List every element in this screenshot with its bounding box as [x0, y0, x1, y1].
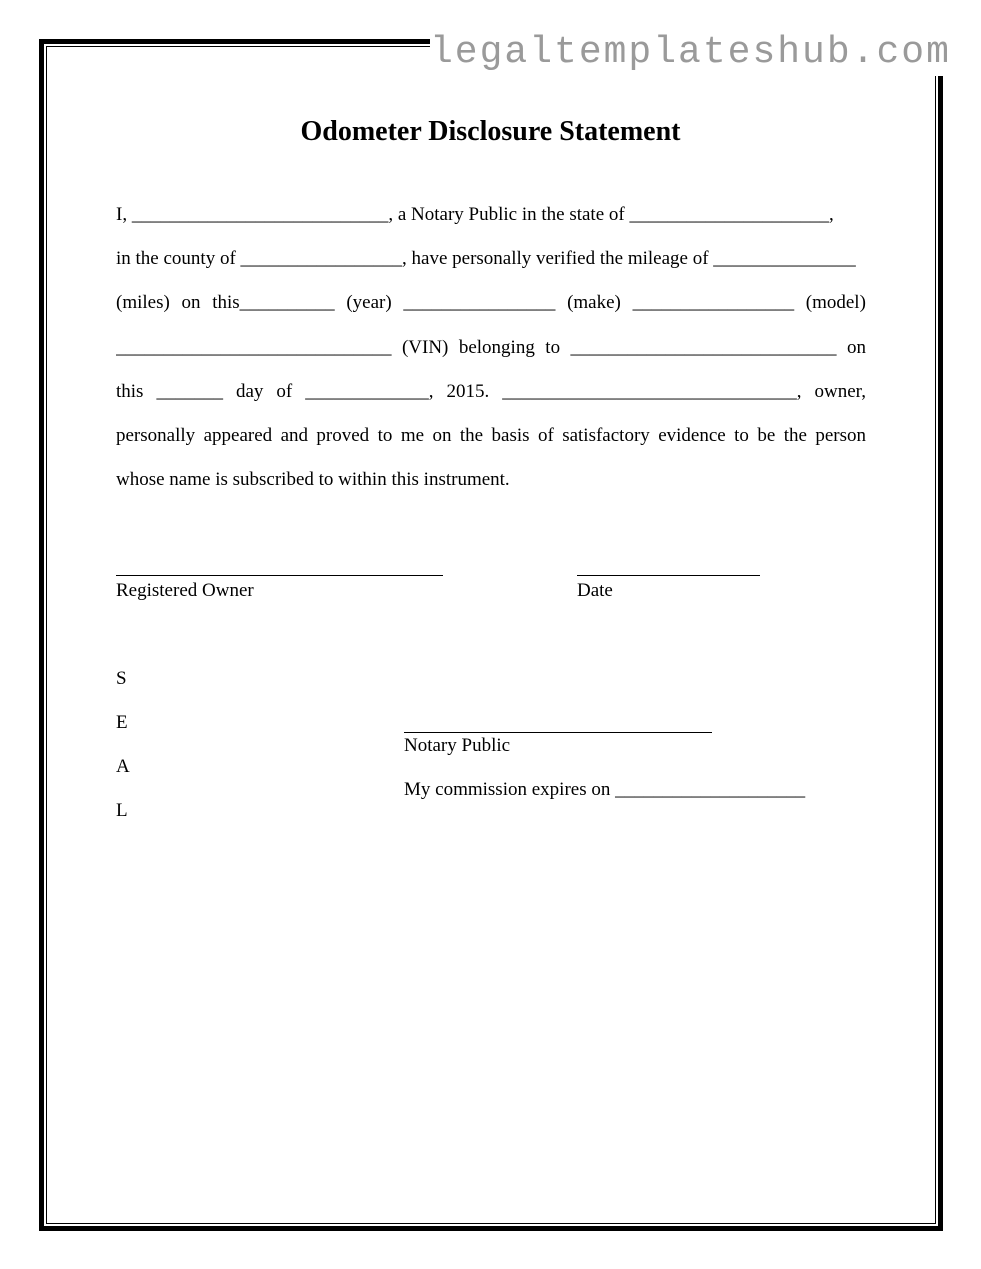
paragraph-word: on	[432, 425, 452, 446]
paragraph-word: _____________________________	[116, 337, 392, 358]
paragraph-line-2: in the county of _________________, have personally verified the mileage of _______________	[116, 248, 856, 269]
paragraph-word: on	[846, 337, 866, 358]
paragraph-word: ____________________________	[570, 337, 837, 358]
paragraph-word: satisfactory	[562, 425, 650, 446]
owner-signature-label: Registered Owner	[116, 580, 254, 601]
watermark: legaltemplateshub.com	[430, 30, 960, 76]
paragraph-word: and	[280, 425, 308, 446]
paragraph-word: to	[545, 337, 561, 358]
paragraph-word: of	[276, 381, 293, 402]
paragraph-word: basis	[491, 425, 530, 446]
paragraph-word: this	[116, 381, 144, 402]
paragraph-word: _________________	[632, 292, 795, 313]
notary-public-label: Notary Public	[404, 735, 511, 756]
paragraph-word: _______________________________,	[502, 381, 802, 402]
paragraph-word: (miles)	[116, 292, 170, 313]
paragraph-word: (VIN)	[401, 337, 449, 358]
paragraph-word: be	[757, 425, 776, 446]
paragraph-word: person	[815, 425, 866, 446]
paragraph-word: _______	[156, 381, 223, 402]
date-signature-label: Date	[577, 580, 613, 601]
seal-letter: E	[116, 712, 128, 733]
paragraph-word: the	[459, 425, 484, 446]
paragraph-line-3	[116, 288, 866, 318]
paragraph-word: owner,	[814, 381, 866, 402]
paragraph-line-4	[116, 333, 866, 363]
paragraph-word: the	[783, 425, 807, 446]
paragraph-word: on	[181, 292, 201, 313]
paragraph-word: belonging	[458, 337, 535, 358]
commission-expires-text: My commission expires on ____________________	[404, 779, 806, 800]
paragraph-word: appeared	[203, 425, 273, 446]
paragraph-word: proved	[316, 425, 370, 446]
paragraph-word: 2015.	[446, 381, 490, 402]
seal-letter: A	[116, 756, 130, 777]
paragraph-word: personally	[116, 425, 196, 446]
document-title: Odometer Disclosure Statement	[300, 116, 681, 147]
paragraph-word: ________________	[403, 292, 556, 313]
paragraph-word: day	[235, 381, 264, 402]
paragraph-word: to	[377, 425, 393, 446]
paragraph-line-7: whose name is subscribed to within this instrument.	[116, 469, 510, 490]
paragraph-line-1: I, ___________________________, a Notary Public in the state of _____________________,	[116, 204, 834, 225]
date-signature-line	[577, 575, 760, 576]
seal-letter: S	[116, 668, 127, 689]
owner-signature-line	[116, 575, 443, 576]
paragraph-line-5	[116, 377, 866, 407]
paragraph-word: me	[400, 425, 425, 446]
paragraph-word: _____________,	[305, 381, 434, 402]
paragraph-word: evidence	[658, 425, 726, 446]
paragraph-word: of	[537, 425, 554, 446]
paragraph-word: (year)	[346, 292, 392, 313]
paragraph-word: to	[734, 425, 749, 446]
paragraph-word: this__________	[212, 292, 335, 313]
paragraph-word: (make)	[567, 292, 621, 313]
paragraph-line-6	[116, 421, 866, 451]
paragraph-word: (model)	[805, 292, 866, 313]
seal-letter: L	[116, 800, 128, 821]
